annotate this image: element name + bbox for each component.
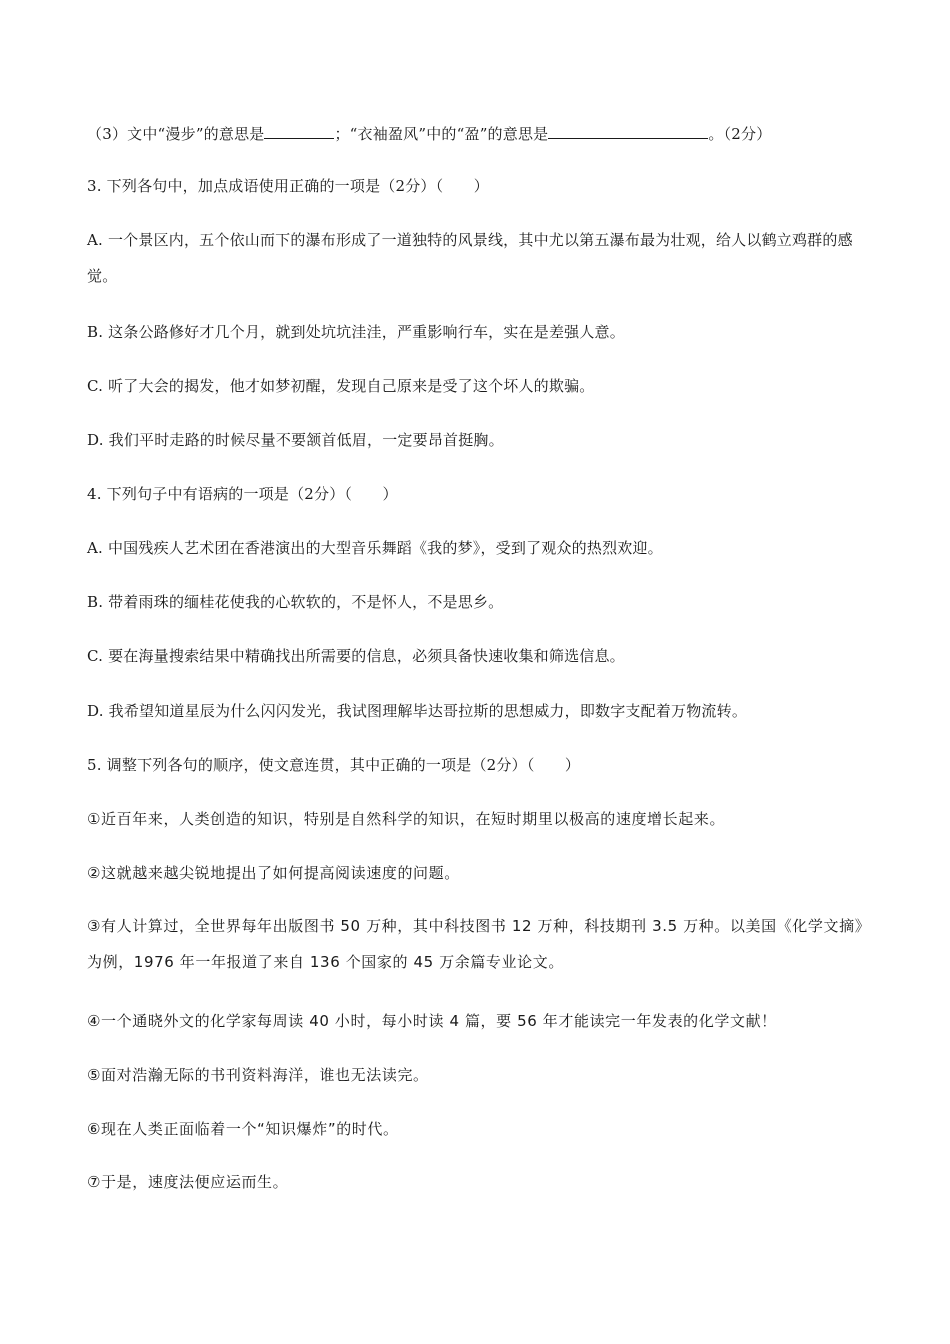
answer-blank-1[interactable]: [264, 122, 334, 139]
q2-3-text-2: ；“衣袖盈风”中的“盈”的意思是: [334, 125, 549, 143]
question-4-stem: 4. 下列句子中有语病的一项是（2分）（ ）: [87, 485, 398, 503]
question-5-sentence-6: ⑥现在人类正面临着一个“知识爆炸”的时代。: [87, 1120, 399, 1138]
question-4-option-a: A. 中国残疾人艺术团在香港演出的大型音乐舞蹈《我的梦》，受到了观众的热烈欢迎。: [87, 539, 663, 557]
question-4-option-d: D. 我希望知道星辰为什么闪闪发光，我试图理解毕达哥拉斯的思想威力，即数字支配着万物流转。: [87, 702, 748, 720]
question-4-option-c: C. 要在海量搜索结果中精确找出所需要的信息，必须具备快速收集和筛选信息。: [87, 647, 625, 665]
question-2-part-3: [87, 122, 877, 144]
question-5-sentence-4: ④一个通晓外文的化学家每周读 40 小时，每小时读 4 篇，要 56 年才能读完一年发表的化学文献！: [87, 1012, 777, 1030]
question-5-sentence-1: ①近百年来，人类创造的知识，特别是自然科学的知识，在短时期里以极高的速度增长起来。: [87, 810, 726, 828]
answer-blank-2[interactable]: [548, 122, 708, 139]
question-3-stem: 3. 下列各句中，加点成语使用正确的一项是（2分）（ ）: [87, 177, 489, 195]
question-3-option-b: B. 这条公路修好才几个月，就到处坑坑洼洼，严重影响行车，实在是差强人意。: [87, 323, 625, 341]
question-5-sentence-5: ⑤面对浩瀚无际的书刊资料海洋，谁也无法读完。: [87, 1066, 429, 1084]
question-5-sentence-7: ⑦于是，速度法便应运而生。: [87, 1173, 289, 1191]
question-3-option-a: A. 一个景区内，五个依山而下的瀑布形成了一道独特的风景线，其中尤以第五瀑布最为壮观，给人以鹤立鸡群的感觉。: [87, 231, 853, 285]
question-5-stem: 5. 调整下列各句的顺序，使文意连贯，其中正确的一项是（2分）（ ）: [87, 756, 581, 774]
question-3-option-c: C. 听了大会的揭发，他才如梦初醒，发现自己原来是受了这个坏人的欺骗。: [87, 377, 595, 395]
question-3-option-d: D. 我们平时走路的时候尽量不要颔首低眉，一定要昂首挺胸。: [87, 431, 504, 449]
question-5-sentence-3: ③有人计算过，全世界每年出版图书 50 万种，其中科技图书 12 万种，科技期刊 3.5 万种。以美国《化学文摘》为例，1976 年一年报道了来自 136 个国家的 45 万余篇专业论文。: [87, 917, 871, 971]
question-5-sentence-2: ②这就越来越尖锐地提出了如何提高阅读速度的问题。: [87, 864, 460, 882]
q2-3-text-3: 。（2分）: [708, 125, 772, 143]
q2-3-text-1: （3）文中“漫步”的意思是: [87, 125, 265, 143]
question-4-option-b: B. 带着雨珠的缅桂花使我的心软软的，不是怀人，不是思乡。: [87, 593, 504, 611]
